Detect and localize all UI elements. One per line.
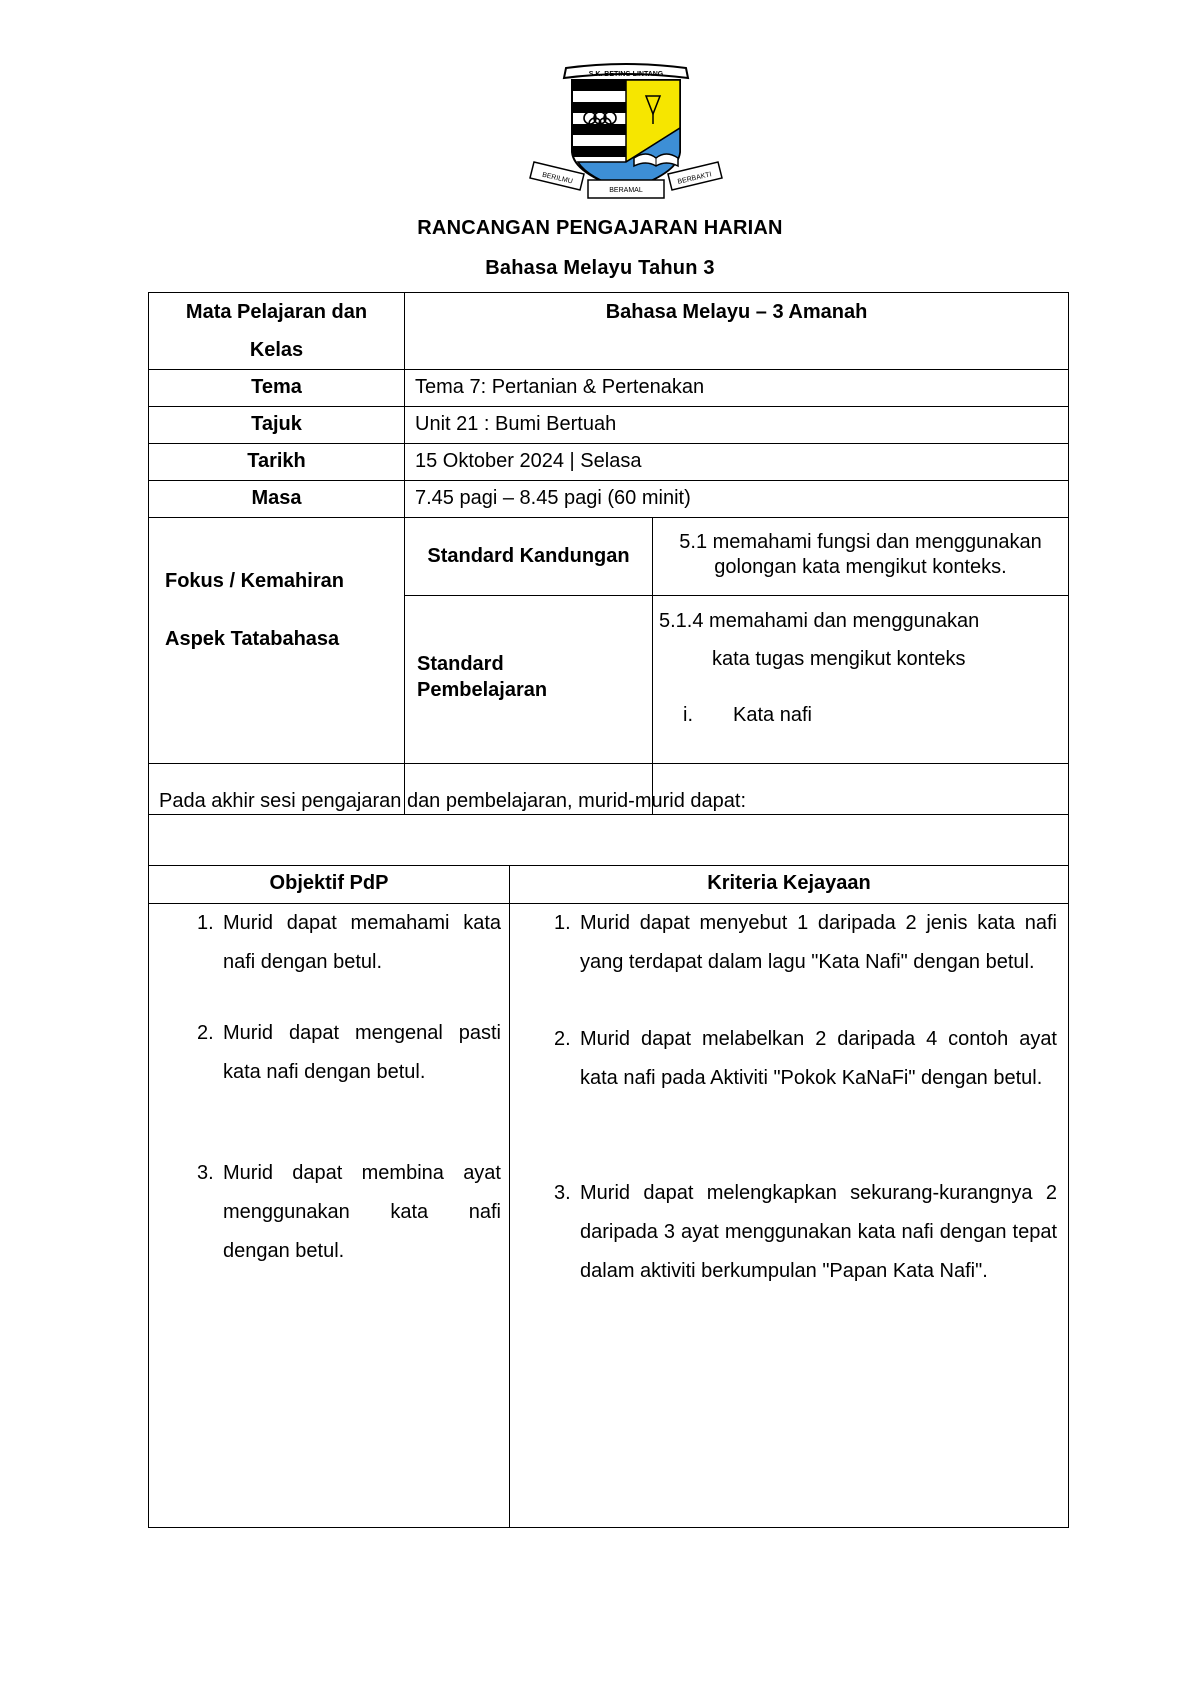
objective-list <box>149 904 509 1271</box>
list-item: 2. Murid dapat mengenal pasti kata nafi dengan betul. <box>197 1022 501 1083</box>
topic-label: Tajuk <box>149 407 405 444</box>
crest-motto-right: BERBAKTI <box>677 171 713 186</box>
subject-class-value: Bahasa Melayu – 3 Amanah <box>405 293 1069 370</box>
crest-motto-center: BERAMAL <box>609 187 643 194</box>
criteria-header: Kriteria Kejayaan <box>510 866 1069 904</box>
objective-list-cell <box>149 904 510 1528</box>
learning-standard-label: Standard Pembelajaran <box>405 596 653 815</box>
time-value: 7.45 pagi – 8.45 pagi (60 minit) <box>405 481 1069 518</box>
theme-label: Tema <box>149 370 405 407</box>
criteria-list-cell <box>510 904 1069 1528</box>
focus-skill-label: Fokus / Kemahiran Aspek Tatabahasa <box>149 518 405 815</box>
list-item: 1. Murid dapat menyebut 1 daripada 2 jenis kata nafi yang terdapat dalam lagu "Kata Nafi" dengan betul. <box>554 912 1057 973</box>
crest-banner-text: S.K. BETING LINTANG <box>588 71 664 78</box>
time-label: Masa <box>149 481 405 518</box>
lesson-info-table <box>148 292 1069 815</box>
list-item: 3. Murid dapat membina ayat menggunakan kata nafi dengan betul. <box>197 1162 501 1262</box>
objectives-intro: Pada akhir sesi pengajaran dan pembelajaran, murid-murid dapat: <box>149 764 1069 866</box>
criteria-list <box>510 904 1068 1291</box>
crest-motto-left: BERILMU <box>541 171 574 186</box>
document-subtitle: Bahasa Melayu Tahun 3 <box>485 257 715 279</box>
date-value: 15 Oktober 2024 | Selasa <box>405 444 1069 481</box>
objective-header: Objektif PdP <box>149 866 510 904</box>
document-title: RANCANGAN PENGAJARAN HARIAN <box>417 217 783 239</box>
learning-standard-item: i. Kata nafi <box>683 704 812 726</box>
school-crest-logo <box>528 62 724 210</box>
topic-value: Unit 21 : Bumi Bertuah <box>405 407 1069 444</box>
objectives-table <box>148 763 1069 1528</box>
content-standard-label: Standard Kandungan <box>405 518 653 596</box>
date-label: Tarikh <box>149 444 405 481</box>
content-standard-value: 5.1 memahami fungsi dan menggunakan golongan kata mengikut konteks. <box>653 518 1069 596</box>
subject-class-label: Mata Pelajaran dan Kelas <box>149 293 405 370</box>
list-item: 1. Murid dapat memahami kata nafi dengan betul. <box>197 912 501 973</box>
theme-value: Tema 7: Pertanian & Pertenakan <box>405 370 1069 407</box>
list-item: 3. Murid dapat melengkapkan sekurang-kurangnya 2 daripada 3 ayat menggunakan kata nafi dengan tepat dalam aktiviti berkumpulan "Papan Kata Nafi". <box>554 1182 1057 1282</box>
learning-standard-value: 5.1.4 memahami dan menggunakan kata tugas mengikut konteks i. Kata nafi <box>653 596 1069 815</box>
list-item: 2. Murid dapat melabelkan 2 daripada 4 contoh ayat kata nafi pada Aktiviti "Pokok KaNaFi" dengan betul. <box>554 1028 1057 1089</box>
